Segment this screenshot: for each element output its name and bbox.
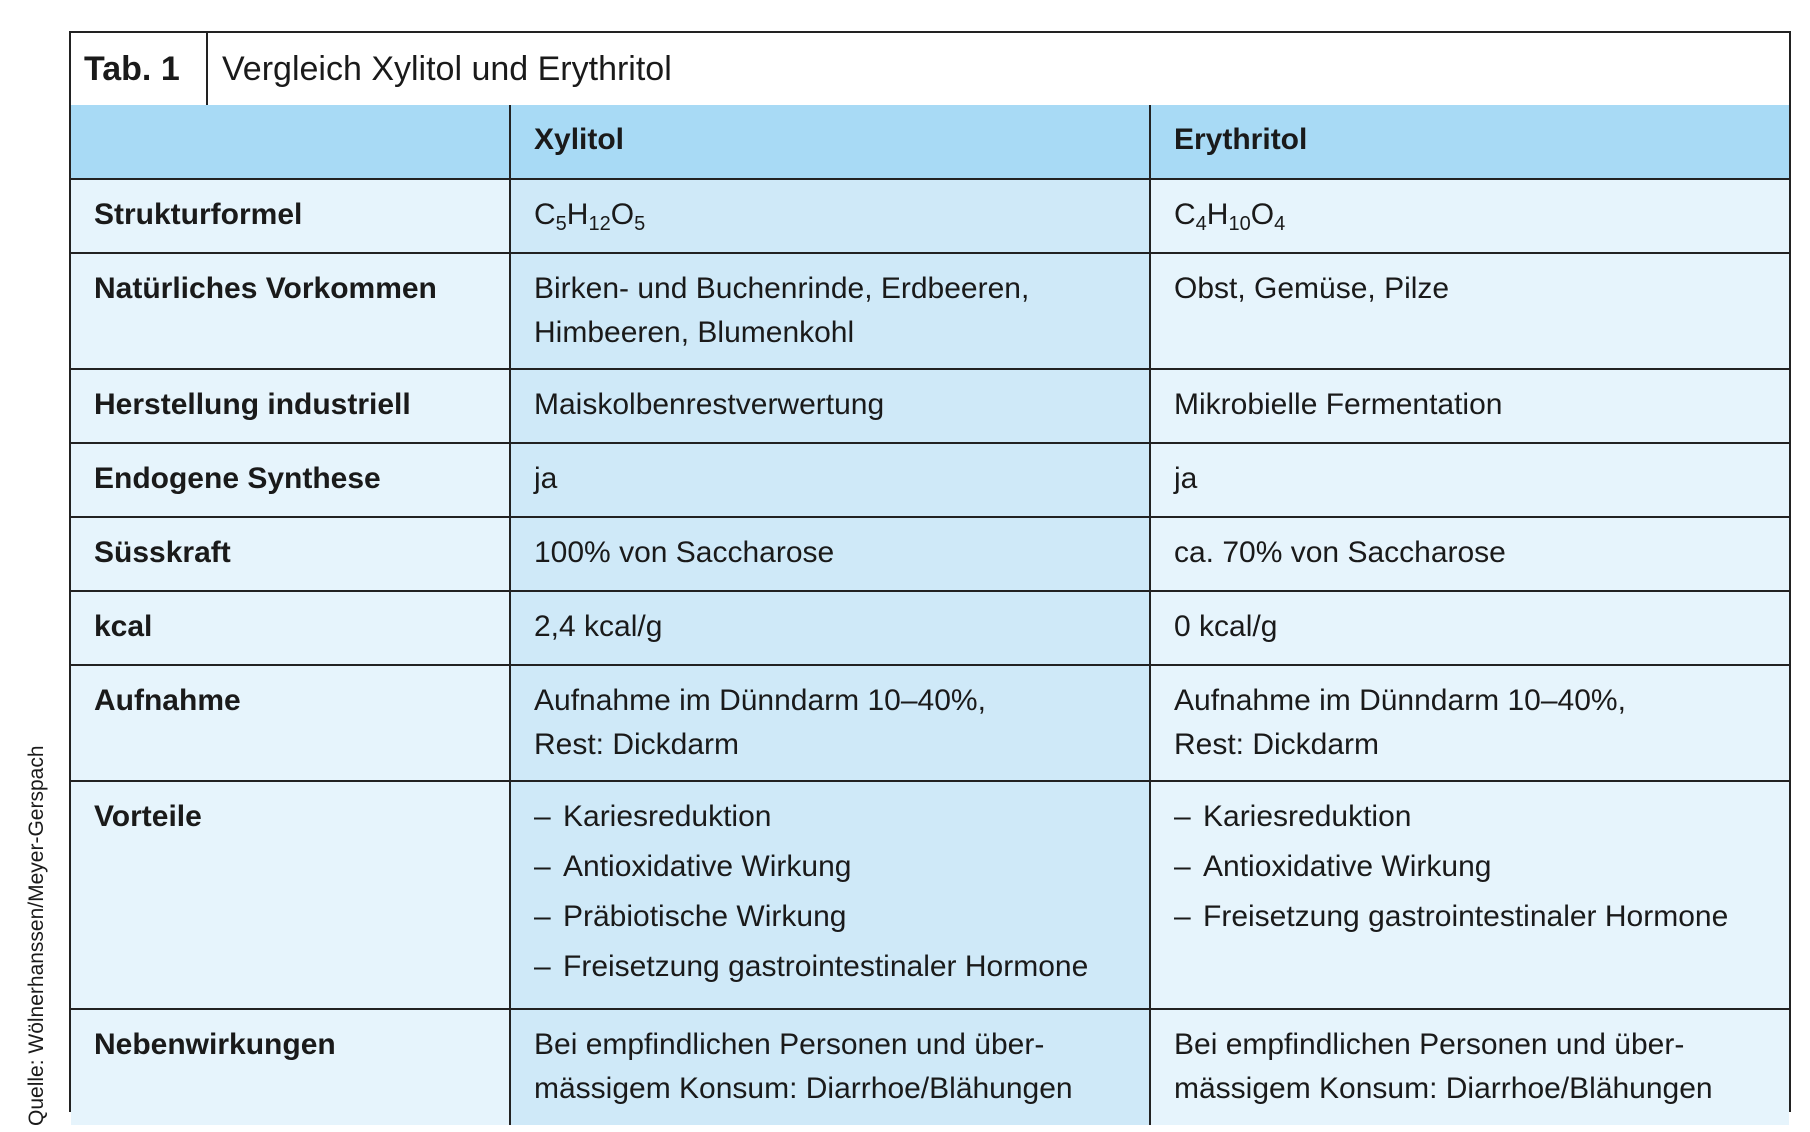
row-label: Strukturformel	[71, 179, 510, 253]
cell-erythritol: ca. 70% von Saccharose	[1150, 517, 1789, 591]
header-corner	[71, 105, 510, 179]
comparison-table	[71, 105, 1789, 1125]
row-label: Aufnahme	[71, 665, 510, 781]
table-title-row	[71, 33, 1789, 107]
cell-xylitol	[510, 781, 1150, 1009]
table-title: Vergleich Xylitol und Erythritol	[222, 50, 672, 88]
cell-erythritol: Mikrobielle Fermentation	[1150, 369, 1789, 443]
cell-erythritol: Obst, Gemüse, Pilze	[1150, 253, 1789, 369]
list-item: – Kariesreduktion	[534, 795, 1127, 839]
cell-erythritol: Bei empfindlichen Personen und über- mässigem Konsum: Diarrhoe/Blähungen	[1150, 1009, 1789, 1125]
cell-erythritol: ja	[1150, 443, 1789, 517]
table-row	[71, 179, 1789, 253]
table-row	[71, 591, 1789, 665]
list-item: – Kariesreduktion	[1174, 795, 1767, 839]
formula-erythritol: $C_4H_{10}O_4$	[1150, 179, 1789, 253]
cell-xylitol: 100% von Saccharose	[510, 517, 1150, 591]
header-erythritol: Erythritol	[1150, 105, 1789, 179]
source-credit: Quelle: Wölnerhanssen/Meyer-Gerspach	[25, 745, 48, 1126]
table-row	[71, 781, 1789, 1009]
row-label: Vorteile	[71, 781, 510, 1009]
table-row	[71, 665, 1789, 781]
row-label: kcal	[71, 591, 510, 665]
table-header-row	[71, 105, 1789, 179]
benefits-list-xylitol	[534, 795, 1127, 989]
cell-erythritol: Aufnahme im Dünndarm 10–40%, Rest: Dickdarm	[1150, 665, 1789, 781]
cell-xylitol: ja	[510, 443, 1150, 517]
row-label: Süsskraft	[71, 517, 510, 591]
cell-xylitol: 2,4 kcal/g	[510, 591, 1150, 665]
cell-erythritol	[1150, 781, 1789, 1009]
row-label: Endogene Synthese	[71, 443, 510, 517]
table-row	[71, 517, 1789, 591]
cell-xylitol: Bei empfindlichen Personen und über- mässigem Konsum: Diarrhoe/Blähungen	[510, 1009, 1150, 1125]
table-label: Tab. 1	[71, 33, 208, 105]
formula-xylitol: $C_5H_{12}O_5$	[510, 179, 1150, 253]
list-item: – Freisetzung gastrointestinaler Hormone	[534, 945, 1127, 989]
row-label: Nebenwirkungen	[71, 1009, 510, 1125]
list-item: – Antioxidative Wirkung	[1174, 845, 1767, 889]
header-xylitol: Xylitol	[510, 105, 1150, 179]
list-item: – Präbiotische Wirkung	[534, 895, 1127, 939]
row-label: Natürliches Vorkommen	[71, 253, 510, 369]
row-label: Herstellung industriell	[71, 369, 510, 443]
table-row	[71, 443, 1789, 517]
cell-xylitol: Birken- und Buchenrinde, Erdbeeren, Himbeeren, Blumenkohl	[510, 253, 1150, 369]
benefits-list-erythritol	[1174, 795, 1767, 939]
table-row	[71, 1009, 1789, 1125]
list-item: – Freisetzung gastrointestinaler Hormone	[1174, 895, 1767, 939]
cell-xylitol: Maiskolbenrestverwertung	[510, 369, 1150, 443]
table-row	[71, 369, 1789, 443]
cell-xylitol: Aufnahme im Dünndarm 10–40%, Rest: Dickdarm	[510, 665, 1150, 781]
comparison-table-frame	[69, 31, 1791, 1112]
table-row	[71, 253, 1789, 369]
cell-erythritol: 0 kcal/g	[1150, 591, 1789, 665]
list-item: – Antioxidative Wirkung	[534, 845, 1127, 889]
